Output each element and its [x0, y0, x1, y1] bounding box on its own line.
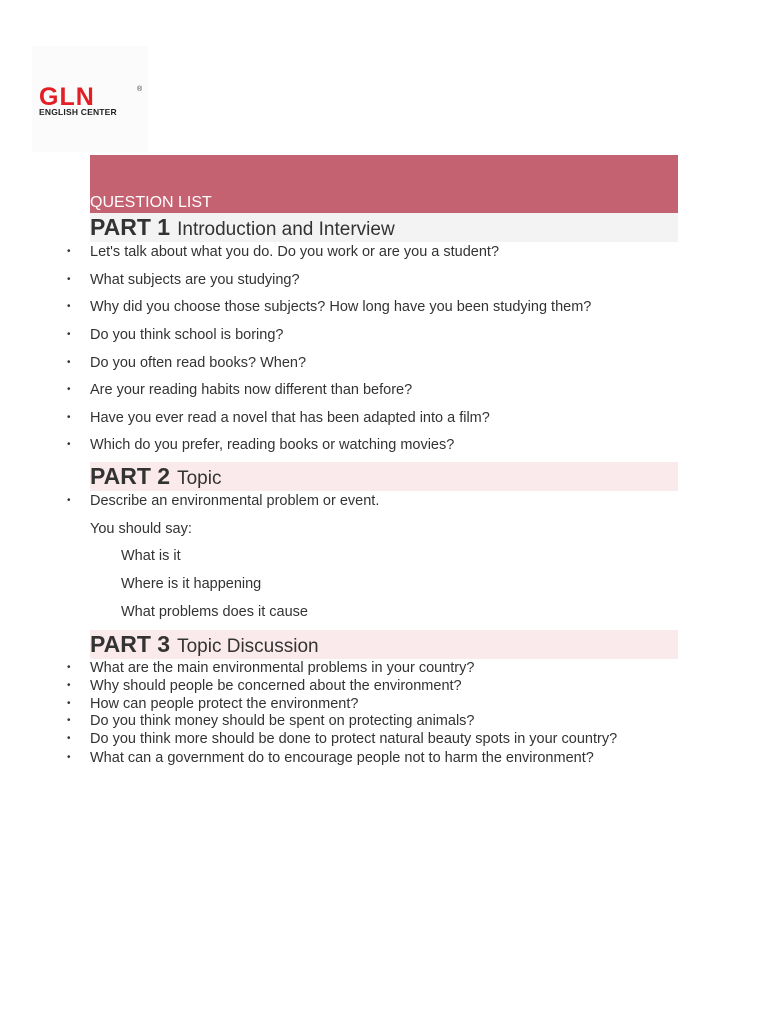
part2-point: Where is it happening [121, 576, 262, 592]
part1-title: Introduction and Interview [177, 219, 395, 240]
part1-question: Do you often read books? When? [90, 355, 307, 371]
registered-mark: ® [137, 86, 143, 93]
part3-question: Do you think more should be done to protect natural beauty spots in your country? [90, 731, 618, 747]
part1-question: Which do you prefer, reading books or watching movies? [90, 437, 455, 453]
part2-point: What problems does it cause [121, 604, 308, 620]
bullet-icon: • [67, 357, 71, 368]
part1-number: PART 1 [90, 214, 171, 240]
bullet-icon: • [67, 384, 71, 395]
bullet-icon: • [67, 439, 71, 450]
part1-question: Why did you choose those subjects? How long have you been studying them? [90, 299, 592, 315]
part2-you-should-say: You should say: [90, 521, 192, 537]
part3-question: Why should people be concerned about the environment? [90, 678, 462, 694]
part3-question: Do you think money should be spent on protecting animals? [90, 713, 475, 729]
bullet-icon: • [67, 662, 71, 673]
bullet-icon: • [67, 680, 71, 691]
bullet-icon: • [67, 495, 71, 506]
part3-header [90, 630, 678, 659]
part1-question: Are your reading habits now different than before? [90, 382, 413, 398]
part2-header [90, 462, 678, 491]
part2-prompt: Describe an environmental problem or event. [90, 493, 380, 509]
logo [32, 46, 148, 152]
bullet-icon: • [67, 715, 71, 726]
part3-number: PART 3 [90, 631, 171, 657]
part3-question: How can people protect the environment? [90, 696, 359, 712]
bullet-icon: • [67, 733, 71, 744]
bullet-icon: • [67, 274, 71, 285]
bullet-icon: • [67, 752, 71, 763]
part1-question: Do you think school is boring? [90, 327, 284, 343]
banner-title: QUESTION LIST [90, 194, 212, 211]
logo-mark: GLN [39, 83, 95, 111]
part1-question: Have you ever read a novel that has been adapted into a film? [90, 410, 490, 426]
bullet-icon: • [67, 246, 71, 257]
part2-point: What is it [121, 548, 181, 564]
part1-header [90, 213, 678, 242]
bullet-icon: • [67, 301, 71, 312]
part3-question: What can a government do to encourage people not to harm the environment? [90, 750, 594, 766]
bullet-icon: • [67, 412, 71, 423]
part3-question: What are the main environmental problems in your country? [90, 660, 475, 676]
part1-question: Let's talk about what you do. Do you work or are you a student? [90, 244, 500, 260]
part2-title: Topic [177, 468, 222, 489]
bullet-icon: • [67, 698, 71, 709]
logo-subtitle: ENGLISH CENTER [39, 107, 117, 117]
bullet-icon: • [67, 329, 71, 340]
question-list-banner [90, 155, 678, 213]
part2-number: PART 2 [90, 463, 171, 489]
part3-title: Topic Discussion [177, 636, 319, 657]
part1-question: What subjects are you studying? [90, 272, 300, 288]
